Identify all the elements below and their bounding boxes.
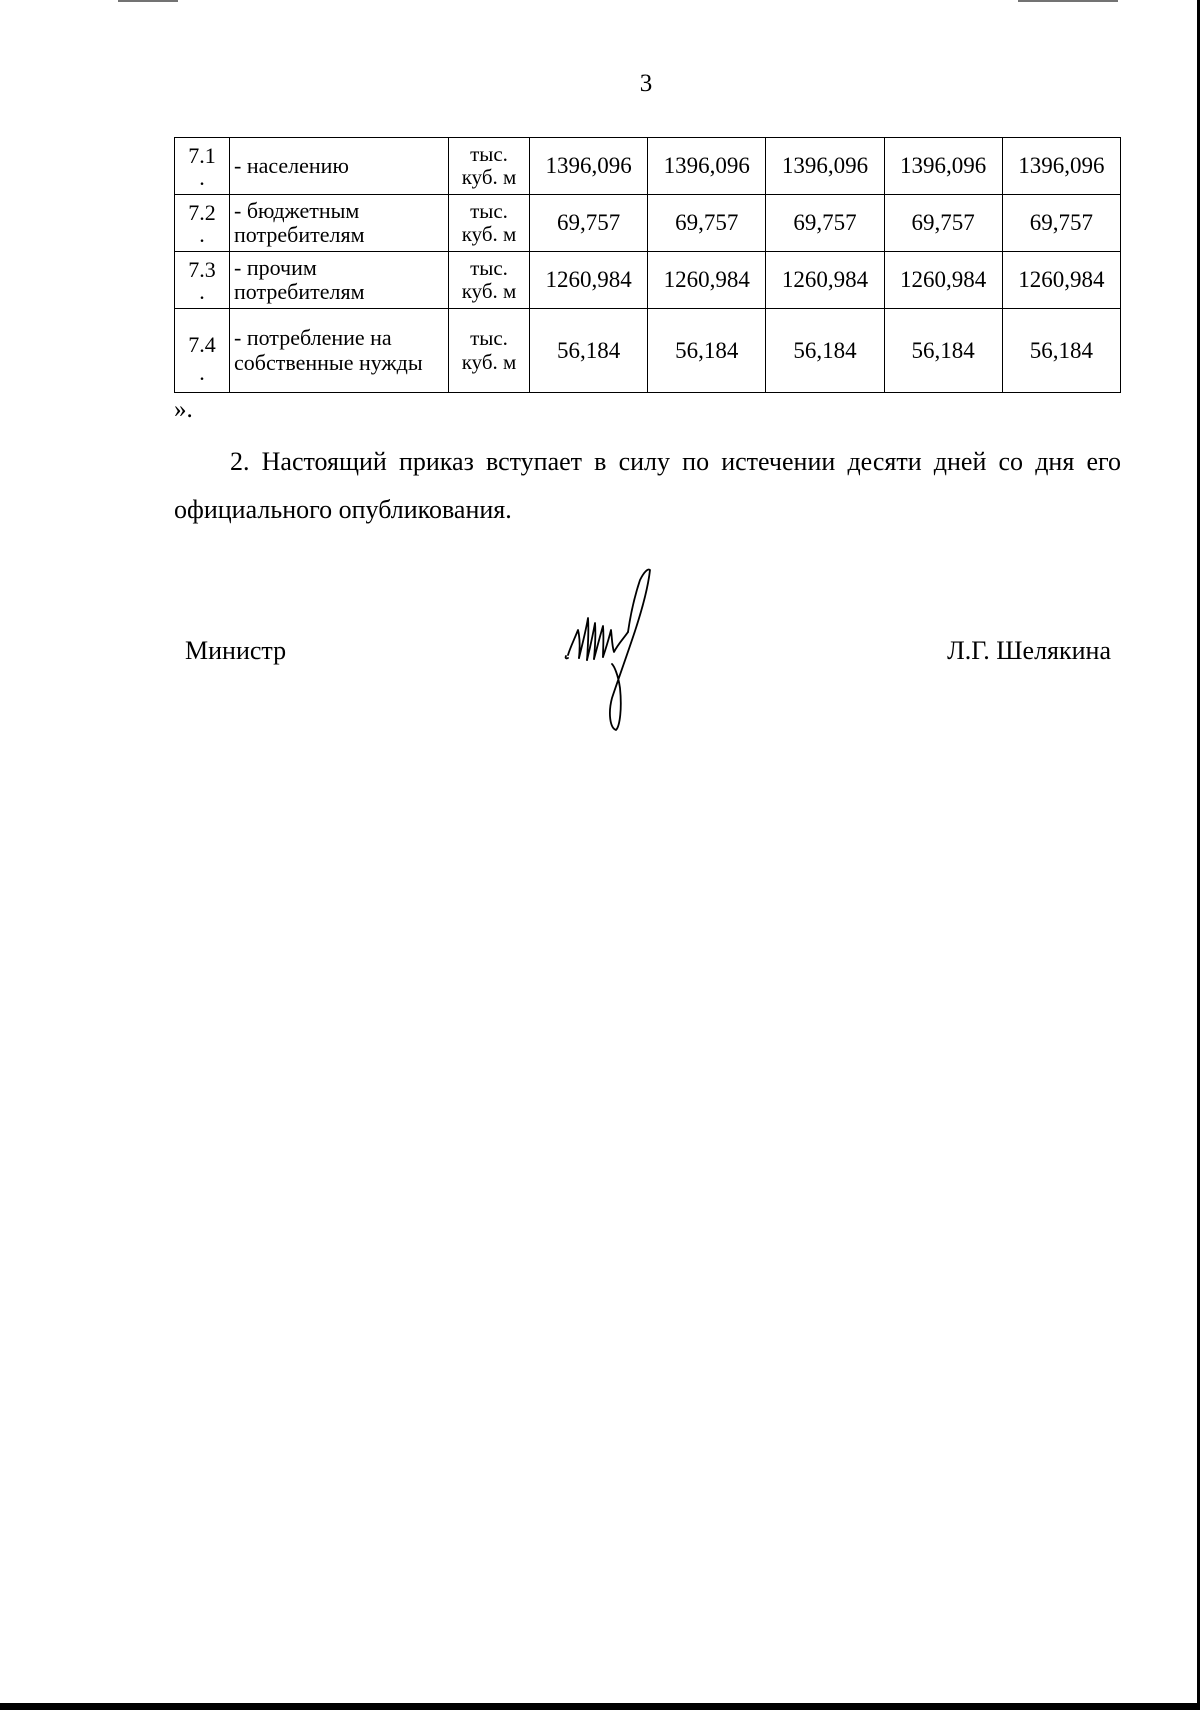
row-number: 7.3 xyxy=(188,257,216,282)
row-number: 7.1 xyxy=(188,143,216,168)
row-value: 1260,984 xyxy=(884,252,1002,309)
handwritten-signature-icon xyxy=(560,568,680,733)
row-unit: тыс. куб. м xyxy=(449,138,530,195)
row-name: - потребление на собственные нужды xyxy=(230,309,449,393)
paragraph-effective-date: 2. Настоящий приказ вступает в силу по истечении десяти дней со дня его официального опубликования. xyxy=(174,447,1121,524)
row-value: 1260,984 xyxy=(530,252,648,309)
table-row xyxy=(175,252,1121,309)
row-value: 69,757 xyxy=(766,195,884,252)
signatory-name: Л.Г. Шелякина xyxy=(947,636,1111,665)
row-value: 1396,096 xyxy=(884,138,1002,195)
row-number-dot: . xyxy=(199,359,205,385)
signatory-title: Министр xyxy=(185,636,287,665)
row-number-dot: . xyxy=(199,279,205,305)
row-name: - прочим потребителям xyxy=(230,252,449,309)
page-number: 3 xyxy=(639,70,653,97)
row-value: 69,757 xyxy=(884,195,1002,252)
row-value: 69,757 xyxy=(530,195,648,252)
row-value: 1396,096 xyxy=(648,138,766,195)
row-value: 69,757 xyxy=(648,195,766,252)
row-unit: тыс. куб. м xyxy=(449,252,530,309)
row-number-dot: . xyxy=(199,222,205,248)
row-value: 56,184 xyxy=(766,309,884,393)
scan-edge-top xyxy=(118,0,1118,2)
row-number-cell xyxy=(175,252,230,309)
row-value: 1260,984 xyxy=(766,252,884,309)
row-value: 1260,984 xyxy=(1002,252,1120,309)
row-value: 1396,096 xyxy=(1002,138,1120,195)
row-value: 69,757 xyxy=(1002,195,1120,252)
row-number-cell xyxy=(175,138,230,195)
row-name: - бюджетным потребителям xyxy=(230,195,449,252)
closing-quote: ». xyxy=(174,396,193,423)
row-number-dot: . xyxy=(199,165,205,191)
row-number: 7.4 xyxy=(188,331,216,357)
row-unit: тыс. куб. м xyxy=(449,309,530,393)
row-name: - населению xyxy=(230,138,449,195)
row-number: 7.2 xyxy=(188,200,216,225)
row-value: 56,184 xyxy=(884,309,1002,393)
row-value: 1260,984 xyxy=(648,252,766,309)
row-value: 56,184 xyxy=(648,309,766,393)
row-value: 1396,096 xyxy=(530,138,648,195)
row-value: 56,184 xyxy=(530,309,648,393)
table-row xyxy=(175,138,1121,195)
row-value: 1396,096 xyxy=(766,138,884,195)
consumption-table xyxy=(174,137,1121,393)
row-value: 56,184 xyxy=(1002,309,1120,393)
scan-edge-bottom xyxy=(0,1703,1200,1710)
table-row xyxy=(175,309,1121,393)
table-row xyxy=(175,195,1121,252)
row-number-cell xyxy=(175,195,230,252)
row-unit: тыс. куб. м xyxy=(449,195,530,252)
row-number-cell xyxy=(175,309,230,393)
